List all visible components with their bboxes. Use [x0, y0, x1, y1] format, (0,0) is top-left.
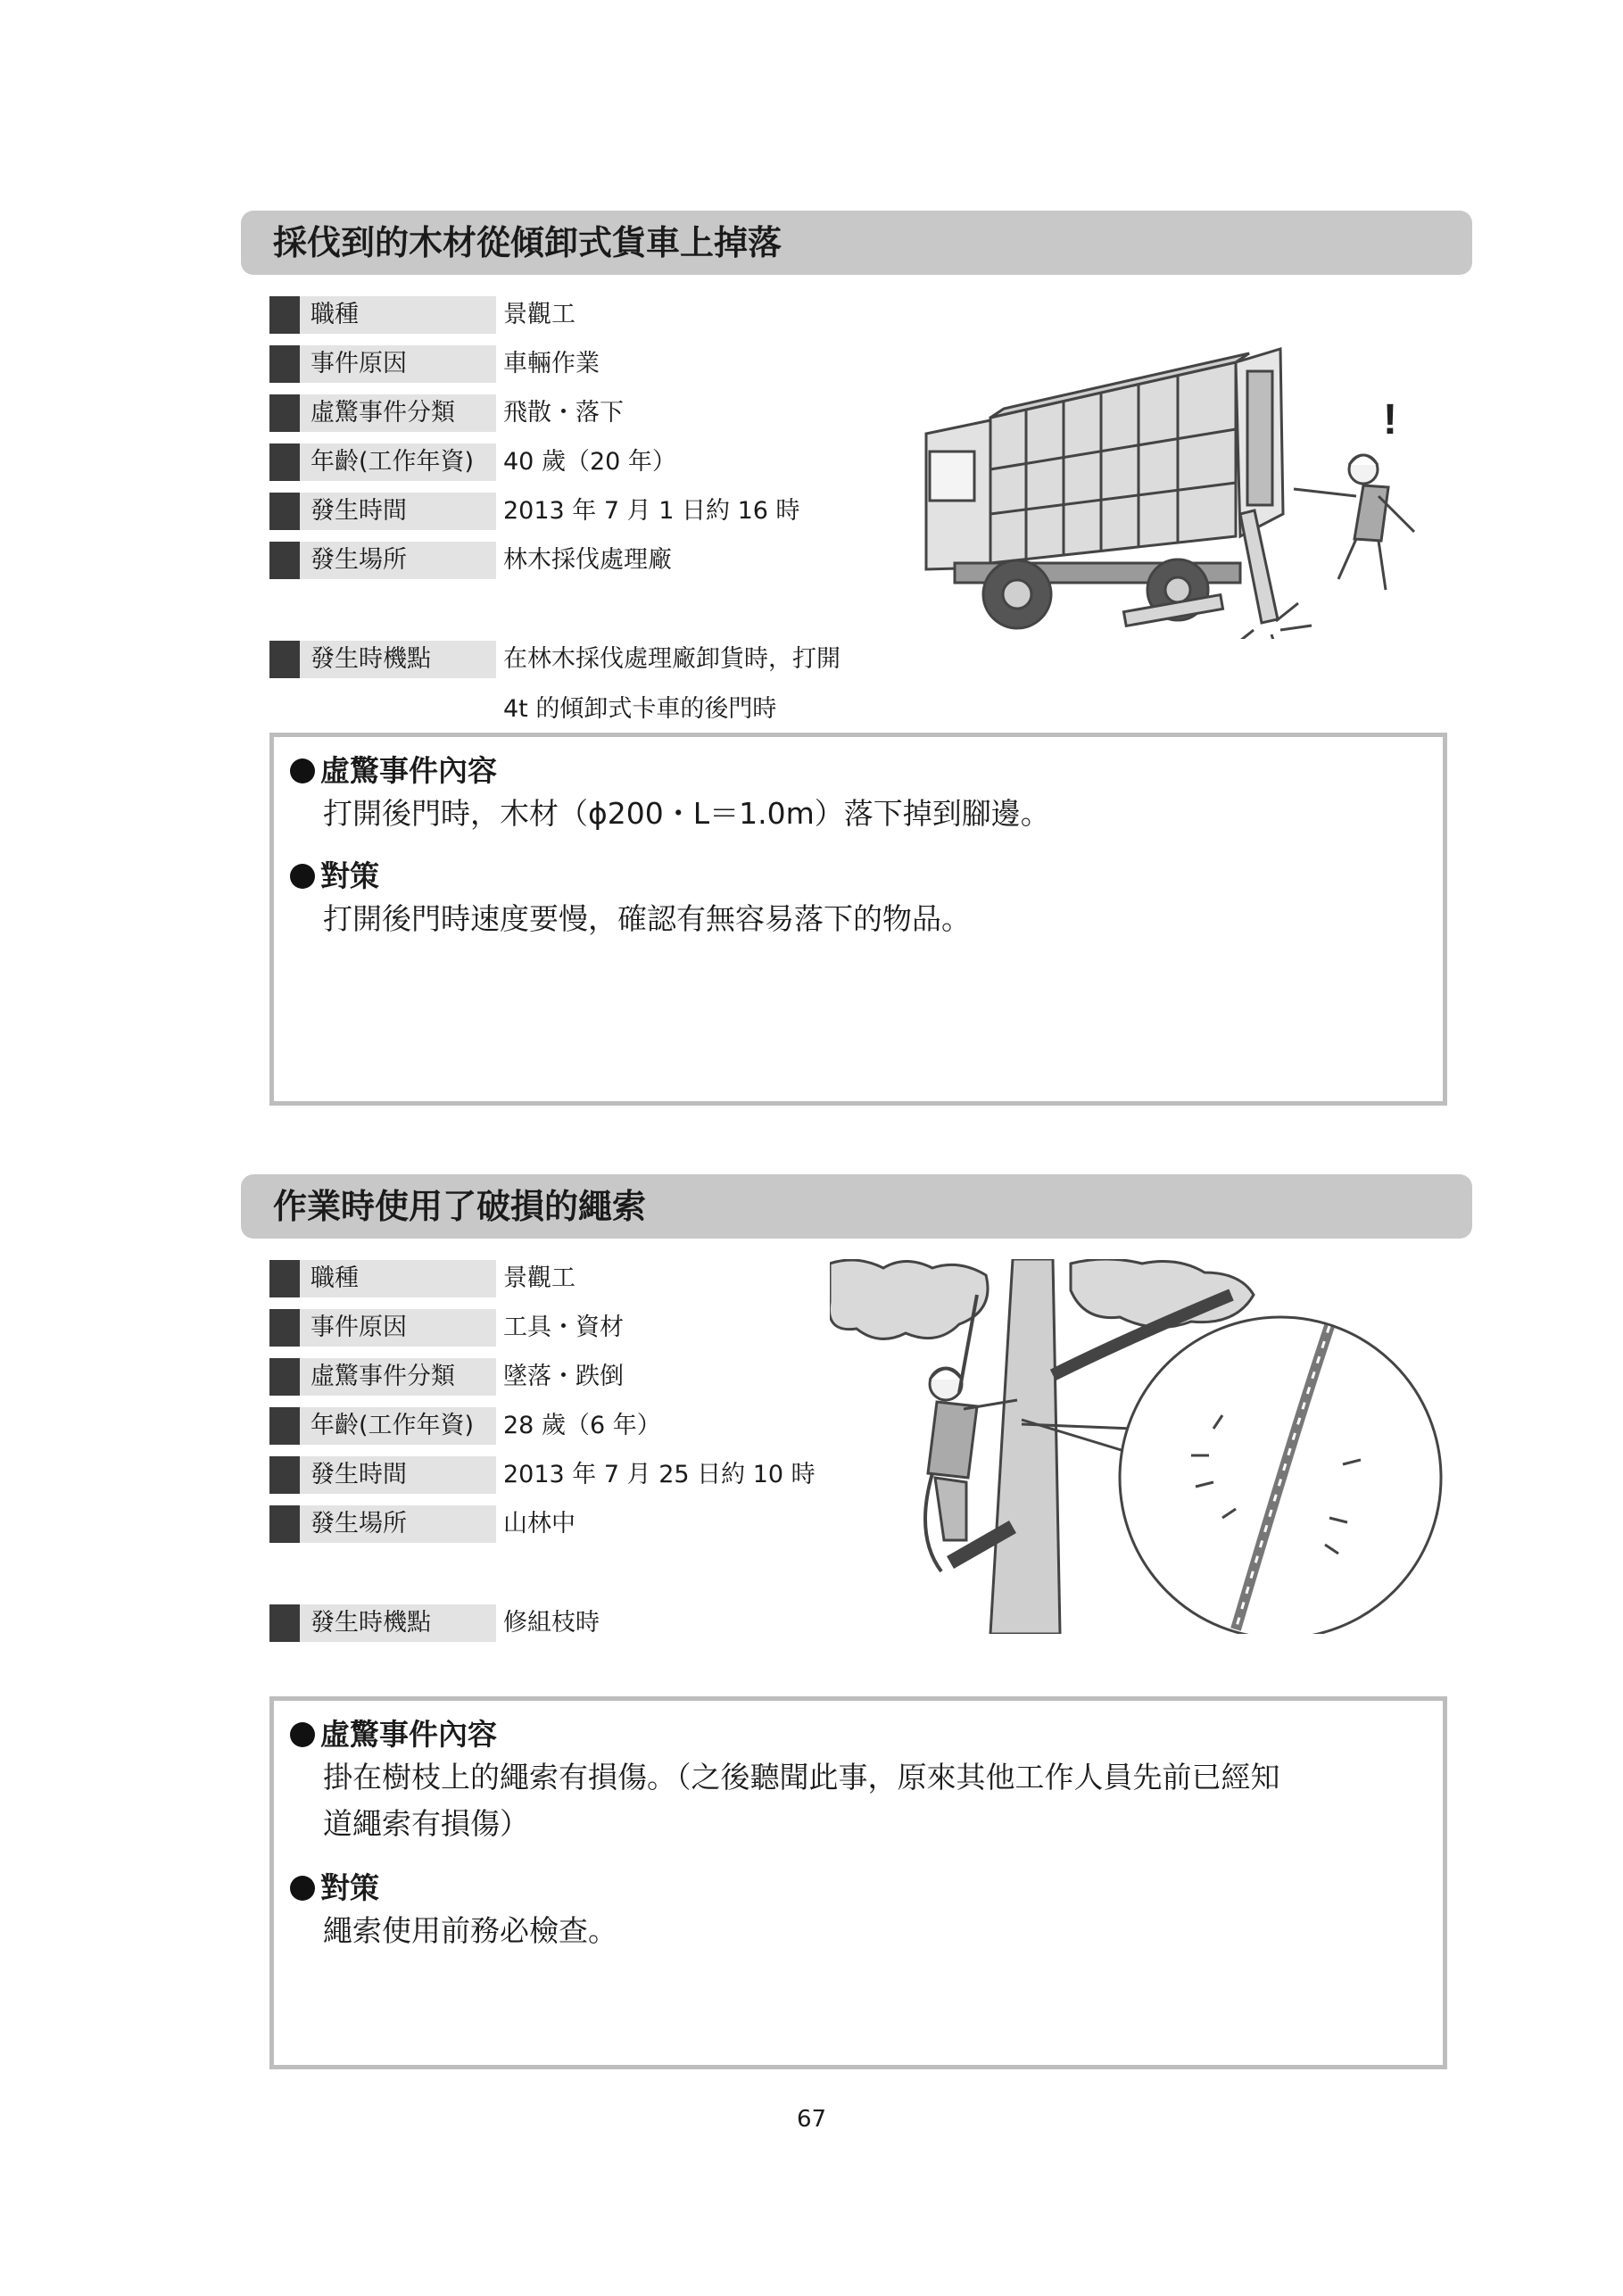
row-value: 墜落・跌倒	[503, 1363, 624, 1390]
content-header: 虛驚事件內容	[290, 1712, 497, 1753]
row-value: 林木採伐處理廠	[503, 546, 672, 574]
svg-text:!: !	[1383, 396, 1397, 443]
row-marker	[269, 1505, 300, 1543]
row-value: 28 歲（6 年）	[503, 1412, 661, 1439]
row-value: 工具・資材	[503, 1314, 624, 1341]
row-label: 發生時間	[300, 493, 496, 530]
row-marker	[269, 542, 300, 579]
case-title: 作業時使用了破損的繩索	[241, 1174, 1472, 1239]
row-marker	[269, 443, 300, 481]
row-value: 景觀工	[503, 301, 576, 328]
row-marker	[269, 493, 300, 530]
case-1	[241, 211, 1472, 1103]
row-label: 事件原因	[300, 1309, 496, 1347]
damaged-rope-illustration	[830, 1259, 1472, 1634]
row-label: 職種	[300, 1260, 496, 1297]
row-label: 發生時間	[300, 1456, 496, 1494]
case-detail-box	[269, 733, 1447, 1106]
content-header: 虛驚事件內容	[290, 748, 497, 790]
row-label: 發生場所	[300, 542, 496, 579]
bullet-icon	[290, 1876, 315, 1901]
row-value: 修組枝時	[503, 1609, 600, 1637]
row-marker	[269, 1260, 300, 1297]
content-text-line2: 道繩索有損傷）	[323, 1806, 529, 1841]
measure-text: 繩索使用前務必檢查。	[323, 1913, 617, 1948]
row-marker	[269, 1407, 300, 1445]
row-marker	[269, 394, 300, 432]
row-value: 山林中	[503, 1510, 576, 1538]
row-label: 年齡(工作年資)	[300, 443, 496, 481]
case-detail-box	[269, 1696, 1447, 2069]
row-marker	[269, 345, 300, 383]
row-label: 虛驚事件分類	[300, 394, 496, 432]
row-label: 發生場所	[300, 1505, 496, 1543]
content-text: 打開後門時，木材（ϕ200・L＝1.0m）落下掉到腳邊。	[323, 796, 1050, 831]
page-number: 67	[796, 2106, 827, 2133]
row-marker	[269, 1309, 300, 1347]
case-title: 採伐到的木材從傾卸式貨車上掉落	[241, 211, 1472, 275]
row-value: 2013 年 7 月 25 日約 10 時	[503, 1461, 816, 1488]
row-value-cont: 4t 的傾卸式卡車的後門時	[503, 695, 777, 723]
row-label: 事件原因	[300, 345, 496, 383]
row-marker	[269, 296, 300, 334]
row-marker	[269, 1456, 300, 1494]
row-label: 職種	[300, 296, 496, 334]
row-marker	[269, 1604, 300, 1642]
row-label: 虛驚事件分類	[300, 1358, 496, 1396]
bullet-icon	[290, 864, 315, 889]
truck-accident-illustration	[919, 336, 1454, 639]
bullet-icon	[290, 1722, 315, 1747]
row-marker	[269, 641, 300, 678]
row-value: 在林木採伐處理廠卸貨時，打開	[503, 645, 840, 673]
row-value: 景觀工	[503, 1264, 576, 1292]
row-value: 2013 年 7 月 1 日約 16 時	[503, 497, 800, 525]
row-label: 發生時機點	[300, 641, 496, 678]
row-value: 40 歲（20 年）	[503, 448, 676, 476]
bullet-icon	[290, 758, 315, 783]
row-label: 年齡(工作年資)	[300, 1407, 496, 1445]
content-text-line1: 掛在樹枝上的繩索有損傷。（之後聽聞此事，原來其他工作人員先前已經知	[323, 1760, 1280, 1795]
row-value: 車輛作業	[503, 350, 600, 377]
row-value: 飛散・落下	[503, 399, 624, 427]
measure-header: 對策	[290, 853, 379, 895]
measure-text: 打開後門時速度要慢，確認有無容易落下的物品。	[323, 901, 971, 936]
case-2	[241, 1174, 1472, 2085]
measure-header: 對策	[290, 1865, 379, 1907]
row-marker	[269, 1358, 300, 1396]
row-label: 發生時機點	[300, 1604, 496, 1642]
